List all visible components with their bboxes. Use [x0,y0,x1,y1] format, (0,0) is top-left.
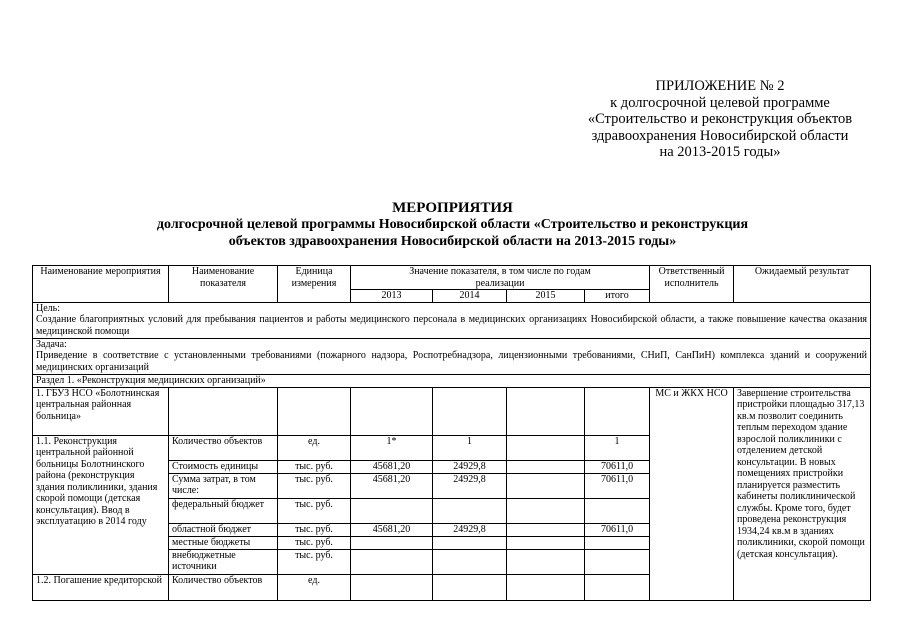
item-1-1: 1.1. Реконструкция центральной районной больницы Болотнинского района (реконструкция здания поликлиники, здания скорой помощи (детская консультация). Ввод в эксплуатацию в 2014 году [33,435,169,574]
indicator-cell: внебюджетные источники [169,549,278,574]
unit-cell: тыс. руб. [278,523,351,536]
document-title: МЕРОПРИЯТИЯ [392,200,513,216]
value-2013-cell [351,549,433,574]
appendix-line: к долгосрочной целевой программе [610,94,830,111]
org-row [33,387,871,435]
value-2015-cell [507,523,585,536]
header-year-2013: 2013 [351,290,433,303]
value-2015-cell [507,549,585,574]
value-2014-cell: 24929,8 [433,473,507,498]
section-title: Раздел 1. «Реконструкция медицинских организаций» [33,374,871,387]
header-unit: Единица измерения [278,266,351,303]
indicator-cell: областной бюджет [169,523,278,536]
unit-cell: тыс. руб. [278,460,351,473]
value-total-cell: 1 [585,435,650,460]
unit-cell: тыс. руб. [278,498,351,523]
appendix-line: «Строительство и реконструкция объектов [587,111,853,127]
events-table [32,265,871,601]
task-cell [33,338,871,374]
value-2015-cell [507,435,585,460]
expected-result: Завершение строительства пристройки площадью 317,13 кв.м позволит соединить теплым переходом здание взрослой поликлиники с отделением детской консультации. В новых помещениях пристройки планируется разместить кабинеты поликлинической службы. Кроме того, будет проведена реконструкция 1934,24 кв.м в зданиях поликлиники, скорой помощи (детская консультация). [734,387,871,600]
value-total-cell: 70611,0 [585,460,650,473]
indicator-cell: федеральный бюджет [169,498,278,523]
value-2014-cell [433,536,507,549]
value-2014-cell: 1 [433,435,507,460]
indicator-cell: Количество объектов [169,435,278,460]
goal-row [33,302,871,338]
org-name: 1. ГБУЗ НСО «Болотнинская центральная районная больница» [33,387,169,435]
unit-cell: тыс. руб. [278,473,351,498]
header-total: итого [585,290,650,303]
indicator-cell: Количество объектов [169,574,278,600]
value-2014-cell: 24929,8 [433,523,507,536]
appendix-header [560,78,880,161]
header-year-2015: 2015 [507,290,585,303]
header-responsible: Ответственный исполнитель [650,266,734,303]
appendix-line: здравоохранения Новосибирской области [591,127,849,144]
value-2013-cell: 1* [351,435,433,460]
header-result: Ожидаемый результат [734,266,871,303]
header-value: Значение показателя, в том числе по годам реализации [351,266,650,290]
goal-label: Цель: [36,302,60,314]
goal-text: Создание благоприятных условий для пребывания пациентов и работы медицинского персонала в медицинских организациях Новосибирской области, а также повышение качества оказания медицинской помощи [36,314,868,337]
goal-cell [33,302,871,338]
value-total-cell [585,549,650,574]
value-2013-cell: 45681,20 [351,523,433,536]
indicator-cell: местные бюджеты [169,536,278,549]
document-subtitle: долгосрочной целевой программы Новосибирской области «Строительство и реконструкция [156,217,749,232]
value-2015-cell [507,498,585,523]
header-year-2014: 2014 [433,290,507,303]
value-total-cell [585,498,650,523]
value-2013-cell [351,536,433,549]
value-total-cell: 70611,0 [585,523,650,536]
table-header-row [33,266,871,290]
unit-cell: ед. [278,574,351,600]
value-total-cell: 70611,0 [585,473,650,498]
appendix-number: ПРИЛОЖЕНИЕ № 2 [655,78,785,94]
value-2015-cell [507,460,585,473]
task-label: Задача: [36,338,67,350]
value-2014-cell [433,498,507,523]
section-row [33,374,871,387]
unit-cell: тыс. руб. [278,549,351,574]
responsible-executor: МС и ЖКХ НСО [650,387,734,600]
appendix-line: на 2013-2015 годы» [659,144,781,160]
indicator-cell: Стоимость единицы [169,460,278,473]
document-subtitle: объектов здравоохранения Новосибирской области на 2013-2015 годы» [228,234,677,249]
value-2014-cell: 24929,8 [433,460,507,473]
value-2013-cell [351,498,433,523]
item-1-2: 1.2. Погашение кредиторской [33,574,169,600]
value-2014-cell [433,549,507,574]
value-total-cell [585,536,650,549]
header-indicator: Наименование показателя [169,266,278,303]
unit-cell: тыс. руб. [278,536,351,549]
task-text: Приведение в соответствие с установленными требованиями (пожарного надзора, Роспотребнадзора, лицензионными требованиями, СНиП, СанПиН) комплекса зданий и сооружений медицинских организаций [36,350,868,373]
header-event: Наименование мероприятия [33,266,169,303]
task-row [33,338,871,374]
value-2015-cell [507,473,585,498]
unit-cell: ед. [278,435,351,460]
value-2013-cell: 45681,20 [351,460,433,473]
value-2015-cell [507,536,585,549]
value-2013-cell: 45681,20 [351,473,433,498]
indicator-cell: Сумма затрат, в том числе: [169,473,278,498]
